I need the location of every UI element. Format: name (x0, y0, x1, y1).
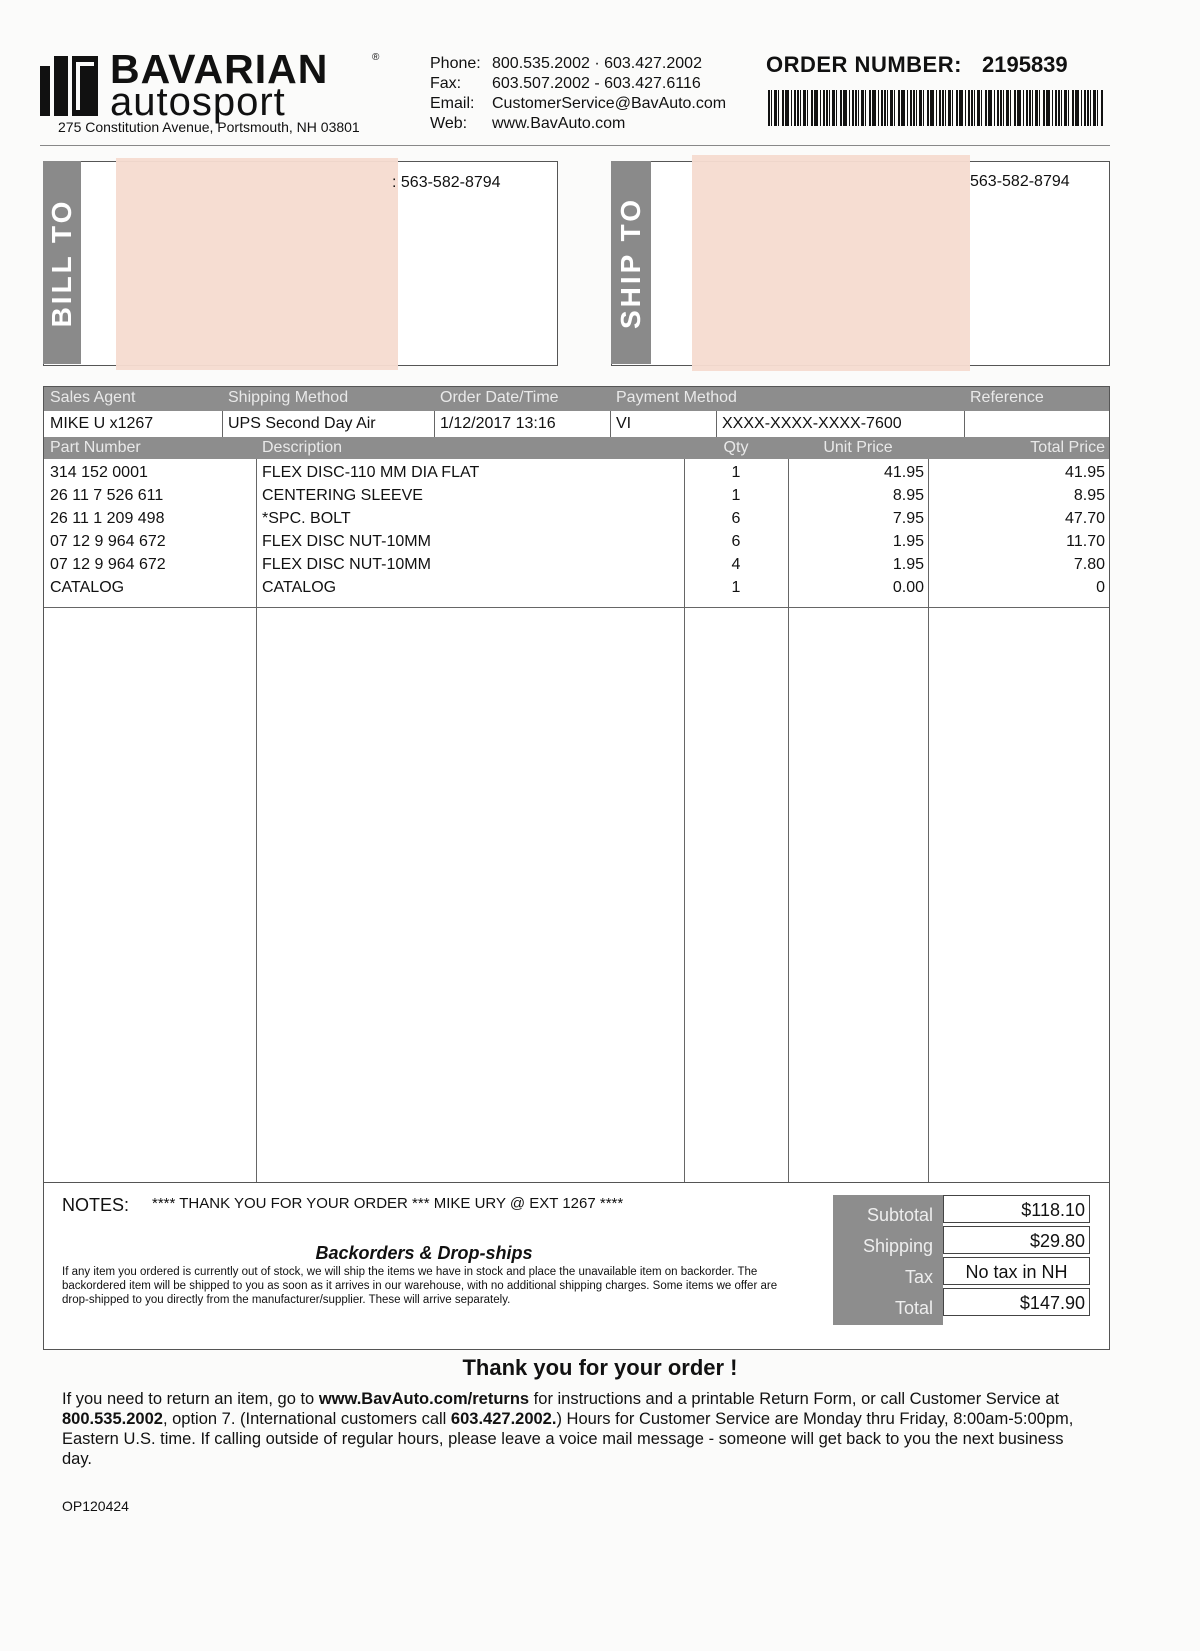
cell-part: 314 152 0001 (50, 464, 148, 481)
cell-desc: CENTERING SLEEVE (262, 487, 423, 504)
web-value[interactable]: www.BavAuto.com (492, 115, 626, 132)
company-address: 275 Constitution Avenue, Portsmouth, NH 03801 (58, 119, 360, 135)
cell-total: 47.70 (1064, 510, 1105, 527)
header-qty: Qty (684, 437, 788, 459)
table-row (44, 553, 1109, 577)
table-row (44, 507, 1109, 531)
ship-to-tab: SHIP TO (611, 161, 651, 364)
card-number: XXXX-XXXX-XXXX-7600 (722, 415, 902, 432)
returns-paragraph: If you need to return an item, go to www.BavAuto.com/returns for instructions and a printable Return Form, or call Customer Service at 800.535.2002, option 7. (International customers call 603.427.2002.) Hours for Customer Service are Monday thru Friday, 8:00am-5:00pm, Eastern U.S. time. If calling outside of regular hours, please leave a voice mail message - someone will get back to you the next business day. (62, 1390, 1074, 1468)
cell-total: 41.95 (1064, 464, 1105, 481)
phone-value: 800.535.2002 · 603.427.2002 (492, 55, 702, 72)
returns-intl-phone: 603.427.2002. (450, 1410, 557, 1428)
order-number-label: ORDER NUMBER: (766, 52, 962, 77)
table-row (44, 530, 1109, 554)
cell-unit: 1.95 (892, 533, 924, 550)
email-value[interactable]: CustomerService@BavAuto.com (492, 95, 727, 112)
header-sales-agent: Sales Agent (44, 387, 222, 411)
bill-to-phone: : 563-582-8794 (392, 174, 501, 191)
returns-phone: 800.535.2002 (62, 1410, 163, 1428)
order-grid (43, 386, 1110, 1184)
returns-link[interactable]: www.BavAuto.com/returns (318, 1390, 530, 1408)
cell-unit: 41.95 (883, 464, 924, 481)
header-description: Description (256, 437, 684, 459)
backorders-text: If any item you ordered is currently out of stock, we will ship the items we have in stock and place the unavailable item on backorder. The backordered item will be shipped to you as soon as it arrives in our warehouse, with no additional shipping charges. Some items we offer are drop-shipped to you directly from the manufacturer/supplier. These will arrive separately. (62, 1266, 778, 1306)
table-row (44, 576, 1109, 600)
totals-labels (833, 1195, 943, 1325)
email-label: Email: (430, 95, 475, 112)
total-label: Total (894, 1298, 933, 1318)
payment-type: VI (616, 415, 632, 432)
bill-to-tab: BILL TO (43, 161, 81, 364)
cell-unit: 0.00 (892, 579, 924, 596)
header-part-number: Part Number (44, 437, 256, 459)
cell-qty: 1 (731, 487, 741, 504)
cell-qty: 6 (731, 533, 741, 550)
registered-mark: ® (372, 52, 380, 63)
header-payment-method: Payment Method (610, 387, 964, 411)
cell-qty: 1 (731, 579, 741, 596)
web-label: Web: (430, 115, 468, 132)
bavarian-logo-icon (40, 56, 98, 116)
order-datetime: 1/12/2017 13:16 (440, 415, 556, 432)
backorders-title: Backorders & Drop-ships (315, 1243, 533, 1263)
header-reference: Reference (964, 387, 1109, 411)
cell-desc: *SPC. BOLT (262, 510, 351, 527)
order-number: 2195839 (982, 52, 1068, 77)
barcode-icon (768, 90, 1104, 126)
table-row (44, 461, 1109, 485)
brand-subname: autosport (110, 80, 286, 124)
total-value: $147.90 (943, 1288, 1090, 1316)
redacted-bill-to-address (116, 158, 398, 370)
tax-value: No tax in NH (943, 1257, 1090, 1285)
header-total-price: Total Price (928, 437, 1109, 459)
brand-name: BAVARIAN (110, 46, 329, 92)
thank-you-heading: Thank you for your order ! (462, 1355, 738, 1380)
table-row (44, 484, 1109, 508)
cell-part: 26 11 1 209 498 (50, 510, 165, 527)
cell-total: 8.95 (1073, 487, 1105, 504)
phone-label: Phone: (430, 55, 481, 72)
cell-total: 11.70 (1066, 533, 1105, 550)
cell-unit: 8.95 (892, 487, 924, 504)
cell-part: 07 12 9 964 672 (50, 556, 166, 573)
cell-desc: FLEX DISC NUT-10MM (262, 533, 431, 550)
cell-qty: 6 (731, 510, 741, 527)
fax-value: 603.507.2002 - 603.427.6116 (492, 75, 701, 92)
cell-desc: CATALOG (262, 579, 337, 596)
cell-qty: 1 (731, 464, 741, 481)
cell-part: CATALOG (50, 579, 125, 596)
header-shipping-method: Shipping Method (222, 387, 434, 411)
shipping-value: $29.80 (943, 1226, 1090, 1254)
contact-email (430, 94, 726, 114)
fax-label: Fax: (430, 75, 462, 92)
tax-label: Tax (904, 1267, 933, 1287)
cell-part: 07 12 9 964 672 (50, 533, 166, 550)
header-unit-price: Unit Price (788, 437, 928, 459)
subtotal-label: Subtotal (866, 1205, 933, 1225)
cell-unit: 7.95 (892, 510, 924, 527)
notes-text: **** THANK YOU FOR YOUR ORDER *** MIKE URY @ EXT 1267 **** (152, 1195, 624, 1212)
cell-qty: 4 (731, 556, 741, 573)
redacted-ship-to-address (692, 155, 970, 371)
ship-to-phone: 563-582-8794 (970, 173, 1070, 190)
header-divider (40, 145, 1110, 146)
sales-agent: MIKE U x1267 (50, 415, 154, 432)
cell-unit: 1.95 (892, 556, 924, 573)
shipping-method: UPS Second Day Air (228, 415, 376, 432)
form-code: OP120424 (62, 1498, 129, 1514)
contact-web (430, 114, 625, 134)
header-order-datetime: Order Date/Time (434, 387, 610, 411)
contact-phone (430, 54, 702, 74)
cell-desc: FLEX DISC NUT-10MM (262, 556, 431, 573)
shipping-label: Shipping (862, 1236, 933, 1256)
cell-desc: FLEX DISC-110 MM DIA FLAT (262, 464, 480, 481)
contact-fax (430, 74, 701, 94)
cell-part: 26 11 7 526 611 (50, 487, 164, 504)
notes-label: NOTES: (62, 1195, 130, 1215)
cell-total: 0 (1096, 579, 1105, 596)
cell-total: 7.80 (1073, 556, 1105, 573)
subtotal-value: $118.10 (943, 1195, 1090, 1223)
